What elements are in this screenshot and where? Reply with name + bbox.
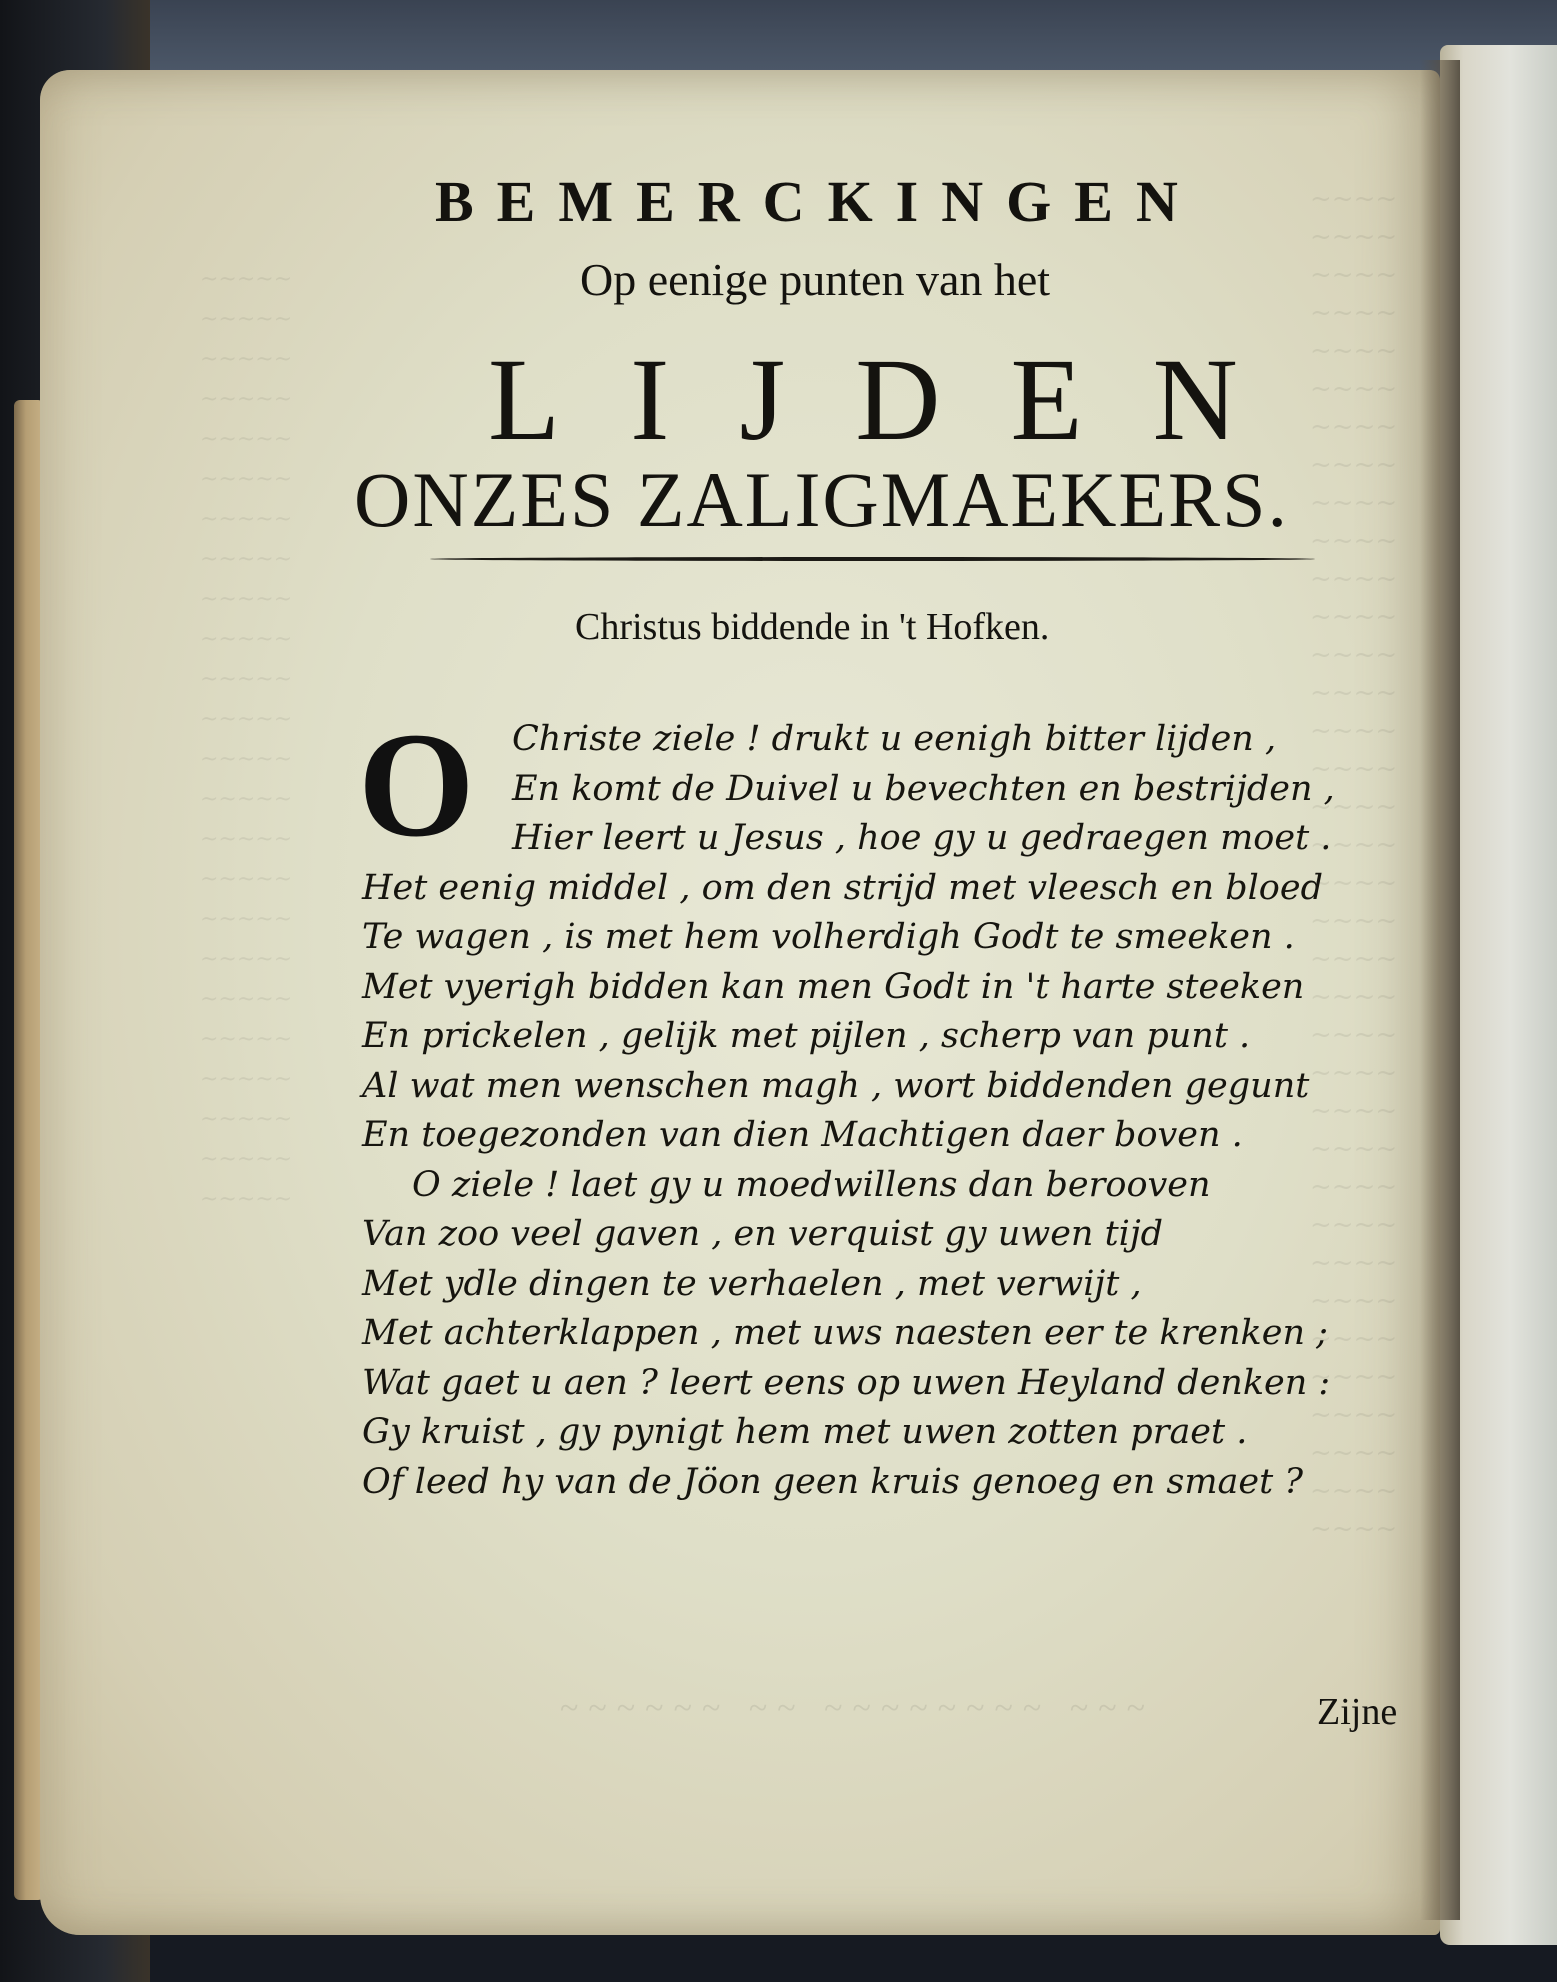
poem-line: Gy kruist , gy pynigt hem met uwen zotten praet . <box>362 1412 1248 1452</box>
book-page <box>40 70 1440 1935</box>
drop-cap: O <box>358 702 475 868</box>
section-title: Christus biddende in 't Hofken. <box>575 606 1050 648</box>
bleed-through-left: ~~~~~ ~~~~~ ~~~~~ ~~~~~ ~~~~~ ~~~~~ ~~~~~ ~~~~~ ~~~~~ ~~~~~ ~~~~~ ~~~~~ ~~~~~ ~~~~~ ~~~~~ ~~~~~ ~~~~~ ~~~~~ ~~~~~ ~~~~~ ~~~~~ ~~~~~ ~~~~~ ~~~~~ <box>200 267 293 1212</box>
poem-line: Hier leert u Jesus , hoe gy u gedraegen moet . <box>512 818 1332 858</box>
poem-line: En prickelen , gelijk met pijlen , scherp van punt . <box>362 1016 1251 1056</box>
heading-zaligmaekers: ONZES ZALIGMAEKERS. <box>354 456 1289 543</box>
heading-bemerckingen: BEMERCKINGEN <box>435 169 1201 234</box>
poem-line: Wat gaet u aen ? leert eens op uwen Heyland denken : <box>362 1362 1331 1403</box>
poem-line: Met achterklappen , met uws naesten eer te krenken ; <box>362 1313 1328 1353</box>
catchword: Zijne <box>1317 1691 1398 1733</box>
heading-lijden: LIJDEN <box>488 334 1308 465</box>
poem-line: En komt de Duivel u bevechten en bestrijden , <box>512 768 1335 809</box>
poem-line: Christe ziele ! drukt u eenigh bitter lijden , <box>512 719 1277 759</box>
poem-line: O ziele ! laet gy u moedwillens dan berooven <box>412 1164 1211 1205</box>
poem <box>362 715 1422 1507</box>
poem-line: Te wagen , is met hem volherdigh Godt te smeeken . <box>362 917 1295 957</box>
poem-line: Met vyerigh bidden kan men Godt in 't harte steeken <box>362 966 1305 1007</box>
page-text <box>40 70 1440 1935</box>
horizontal-rule <box>430 557 1315 561</box>
poem-line: Al wat men wenschen magh , wort biddenden gegunt <box>362 1065 1310 1106</box>
book-gutter <box>1420 60 1460 1920</box>
poem-line: Of leed hy van de Jöon geen kruis genoeg en smaet ? <box>362 1461 1304 1502</box>
poem-line: Met ydle dingen te verhaelen , met verwijt , <box>362 1263 1142 1304</box>
poem-line: En toegezonden van dien Machtigen daer boven . <box>362 1115 1243 1155</box>
poem-line: Van zoo veel gaven , en verquist gy uwen tijd <box>362 1214 1164 1254</box>
heading-subtitle: Op eenige punten van het <box>580 254 1051 305</box>
bleed-through-right: ~~~~ ~~~~ ~~~~ ~~~~ ~~~~ ~~~~ ~~~~ ~~~~ ~~~~ ~~~~ ~~~~ ~~~~ ~~~~ ~~~~ ~~~~ ~~~~ ~~~~ ~~~~ ~~~~ ~~~~ ~~~~ ~~~~ ~~~~ ~~~~ ~~~~ ~~~~ ~~~~ ~~~~ ~~~~ ~~~~ ~~~~ ~~~~ ~~~~ ~~~~ ~~~~ ~~~~ <box>1310 184 1398 1544</box>
bleed-through-footer: ~~~~~~ ~~ ~~~~~~~~ ~~~ <box>560 1690 1155 1727</box>
poem-line: Het eenig middel , om den strijd met vleesch en bloed <box>362 867 1323 908</box>
